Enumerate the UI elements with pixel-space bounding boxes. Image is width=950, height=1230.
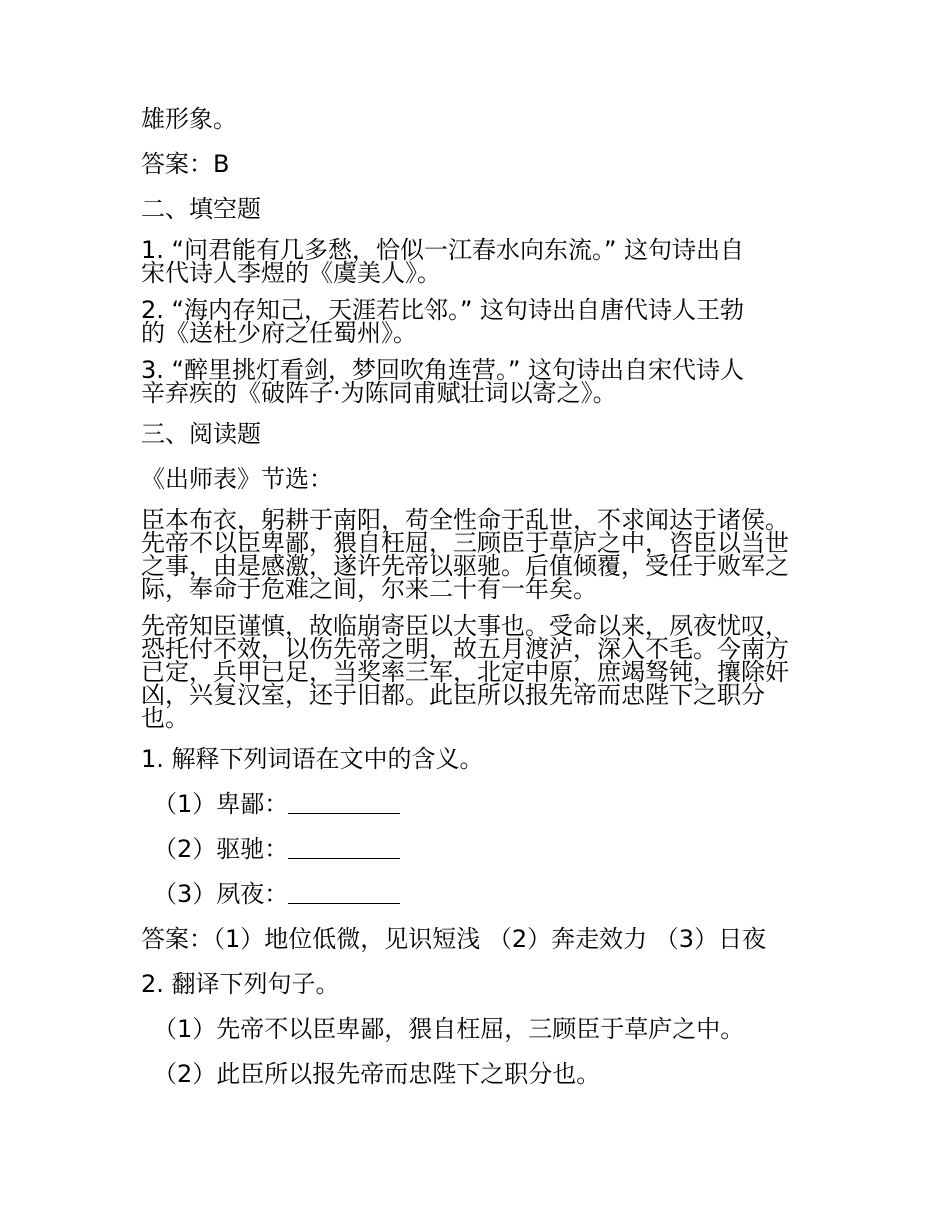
- text-line: 已定，兵甲已足，当奖率三军，北定中原，庶竭驽钝，攘除奸: [141, 658, 789, 686]
- fill-blank-item-1: [141, 236, 813, 287]
- question-1-item-2: [153, 834, 813, 865]
- item-label: （2）驱驰：: [153, 835, 289, 863]
- text-line: 2. “海内存知己，天涯若比邻。” 这句诗出自唐代诗人王勃: [141, 296, 745, 324]
- question-2-prompt: 2. 翻译下列句子。: [141, 970, 340, 998]
- section-heading-fill-blank: 二、填空题: [141, 195, 261, 223]
- passage-title: 《出师表》节选：: [141, 465, 333, 493]
- text-line: 之事，由是感激，遂许先帝以驱驰。后值倾覆，受任于败军之: [141, 552, 789, 580]
- question-1-answer: 答案：（1）地位低微，见识短浅 （2）奔走效力 （3）日夜: [141, 925, 767, 953]
- document-content: [141, 104, 813, 1104]
- answer-blank: [288, 879, 400, 904]
- passage-paragraph-2: [141, 612, 813, 732]
- text-line: 辛弃疾的《破阵子·为陈同甫赋壮词以寄之》。: [141, 379, 617, 407]
- text-line: 1. “问君能有几多愁，恰似一江春水向东流。” 这句诗出自: [141, 236, 745, 264]
- item-label: （1）卑鄙：: [153, 790, 289, 818]
- section-heading-reading: 三、阅读题: [141, 420, 261, 448]
- mcq-answer: 答案：B: [141, 150, 230, 178]
- text-line: 臣本布衣，躬耕于南阳，苟全性命于乱世，不求闻达于诸侯。: [141, 506, 789, 534]
- question-2-item-1: （1）先帝不以臣卑鄙，猥自枉屈，三顾臣于草庐之中。: [153, 1015, 745, 1043]
- text-line: 凶，兴复汉室，还于旧都。此臣所以报先帝而忠陛下之职分: [141, 681, 765, 709]
- fill-blank-item-3: [141, 356, 813, 407]
- text-line: 3. “醉里挑灯看剑，梦回吹角连营。” 这句诗出自宋代诗人: [141, 356, 745, 384]
- text-line: 的《送杜少府之任蜀州》。: [141, 319, 417, 347]
- passage-paragraph-1: [141, 506, 813, 603]
- answer-blank: [288, 834, 400, 859]
- question-2-item-2: （2）此臣所以报先帝而忠陛下之职分也。: [153, 1060, 601, 1088]
- text-line: 先帝知臣谨慎，故临崩寄臣以大事也。受命以来，夙夜忧叹，: [141, 612, 789, 640]
- intro-line: 雄形象。: [141, 105, 237, 133]
- text-line: 也。: [141, 704, 189, 732]
- item-label: （3）夙夜：: [153, 880, 289, 908]
- fill-blank-item-2: [141, 296, 813, 347]
- text-line: 际，奉命于危难之间，尔来二十有一年矣。: [141, 575, 597, 603]
- question-1-item-3: [153, 879, 813, 910]
- text-line: 恐托付不效，以伤先帝之明，故五月渡泸，深入不毛。今南方: [141, 635, 789, 663]
- text-line: 先帝不以臣卑鄙，猥自枉屈，三顾臣于草庐之中，咨臣以当世: [141, 529, 789, 557]
- text-line: 宋代诗人李煜的《虞美人》。: [141, 259, 441, 287]
- question-1-prompt: 1. 解释下列词语在文中的含义。: [141, 745, 484, 773]
- question-1-item-1: [153, 789, 813, 820]
- answer-blank: [288, 789, 400, 814]
